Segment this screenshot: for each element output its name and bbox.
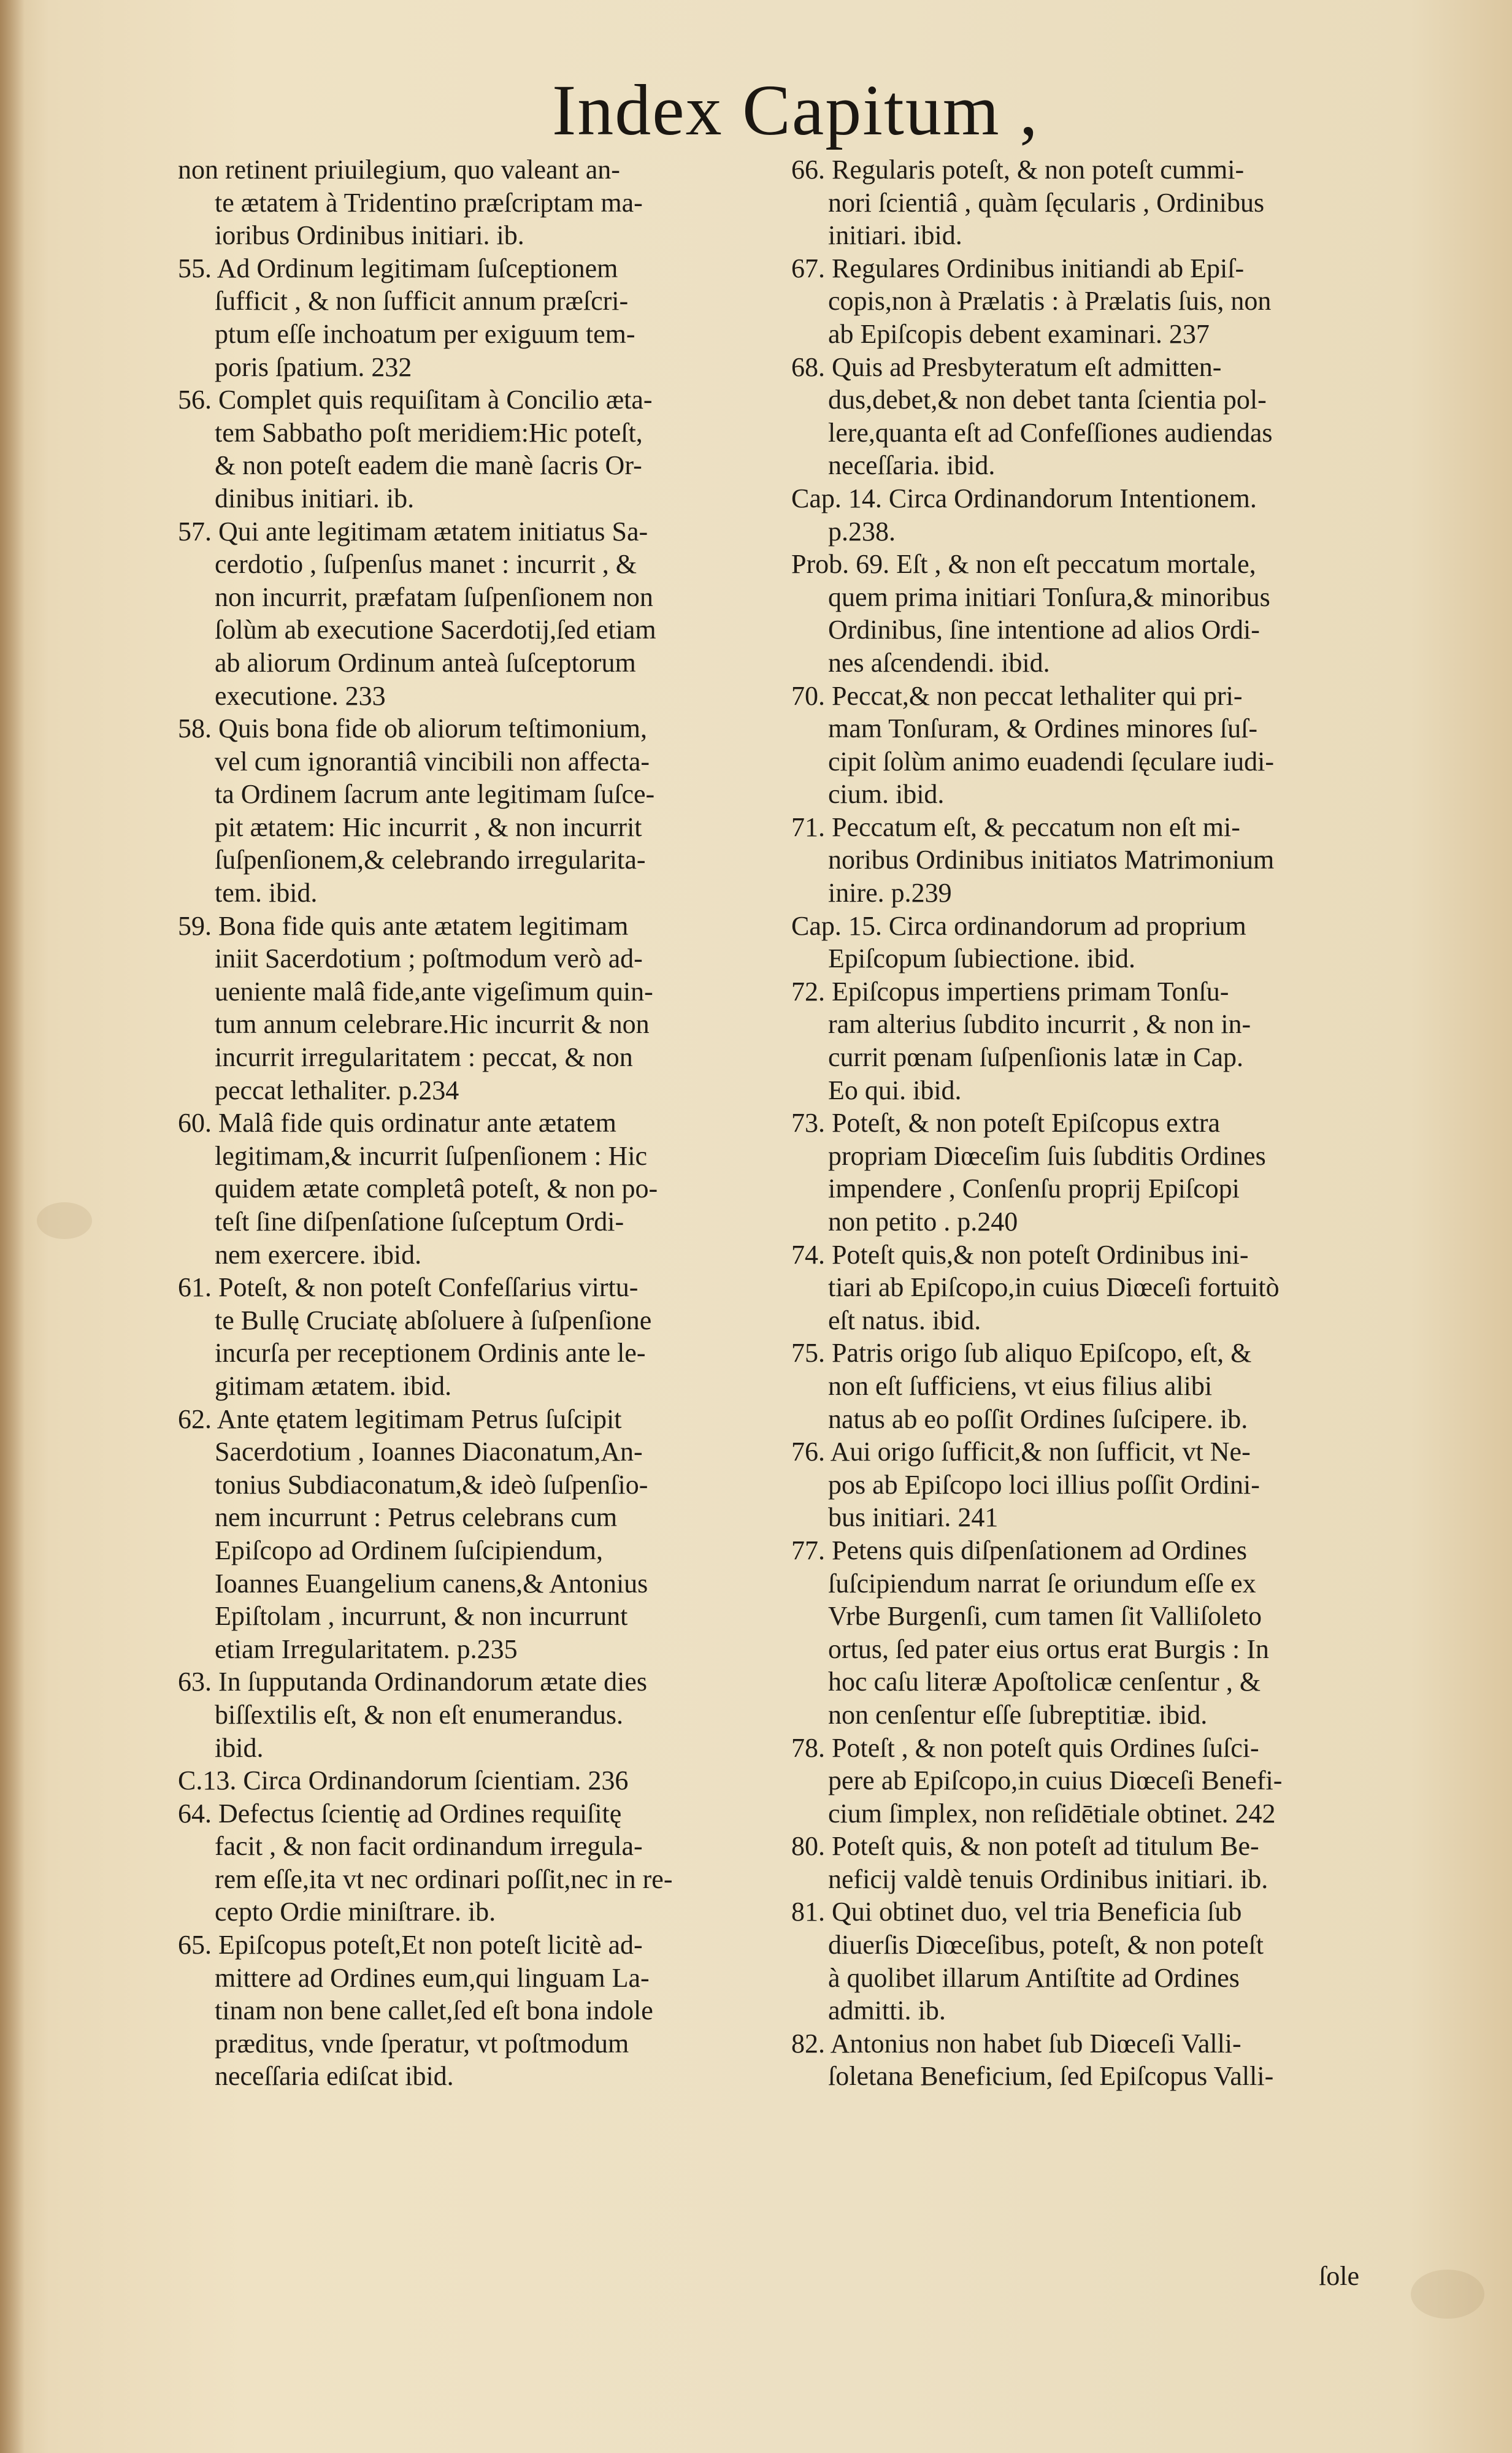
entry-line: inire. p.239 <box>828 878 952 908</box>
entry-line: ptum eſſe inchoatum per exiguum tem- <box>215 318 635 349</box>
entry-line: Cap. 15. Circa ordinandorum ad proprium <box>791 910 1246 941</box>
entry-line: à quolibet illarum Antiſtite ad Ordines <box>828 1962 1240 1993</box>
entry-line: 63. In ſupputanda Ordinandorum ætate dies <box>178 1667 647 1697</box>
entry-line: cepto Ordie miniſtrare. ib. <box>215 1897 496 1927</box>
entry-line: Sacerdotium , Ioannes Diaconatum,An- <box>215 1437 643 1467</box>
entry-line: teſt ſine diſpenſatione ſuſceptum Ordi- <box>215 1207 624 1237</box>
entry-line: cerdotio , ſuſpenſus manet : incurrit , & <box>215 549 637 580</box>
entry-line: 73. Poteſt, & non poteſt Epiſcopus extra <box>791 1108 1221 1138</box>
entry-line: initiari. ibid. <box>828 220 962 251</box>
index-entry <box>791 482 1349 548</box>
entry-line: dinibus initiari. ib. <box>215 483 415 513</box>
entry-line: 82. Antonius non habet ſub Diœceſi Valli- <box>791 2028 1241 2059</box>
entry-line: neceſſaria. ibid. <box>828 450 996 481</box>
index-entry <box>791 1337 1349 1435</box>
entry-line: ſoletana Beneficium, ſed Epiſcopus Valli- <box>828 2061 1274 2092</box>
entry-line: dus,debet,& non debet tanta ſcientia pol- <box>828 385 1267 415</box>
index-entry <box>791 811 1349 910</box>
page-edge-shadow <box>0 0 25 2453</box>
paper-stain <box>37 1202 92 1239</box>
entry-line: ta Ordinem ſacrum ante legitimam ſuſce- <box>215 779 655 810</box>
entry-line: 67. Regulares Ordinibus initiandi ab Epiſ- <box>791 253 1245 283</box>
entry-line: mittere ad Ordines eum,qui linguam La- <box>215 1962 650 1993</box>
entry-line: non petito . p.240 <box>828 1207 1018 1237</box>
entry-line: tum annum celebrare.Hic incurrit & non <box>215 1009 650 1040</box>
index-entry <box>791 2027 1349 2093</box>
entry-line: tinam non bene callet,ſed eſt bona indole <box>215 1995 653 2026</box>
right-column <box>791 153 1349 2093</box>
entry-line: 64. Defectus ſcientię ad Ordines requiſitę <box>178 1798 622 1829</box>
entry-line: ioribus Ordinibus initiari. ib. <box>215 220 524 251</box>
entry-line: non cenſentur eſſe ſubreptitiæ. ibid. <box>828 1699 1208 1730</box>
index-entry <box>791 548 1349 679</box>
index-entry <box>178 1403 748 1666</box>
entry-line: ab aliorum Ordinum anteà ſuſceptorum <box>215 647 636 678</box>
entry-line: 71. Peccatum eſt, & peccatum non eſt mi- <box>791 812 1240 842</box>
entry-line: Eo qui. ibid. <box>828 1075 962 1105</box>
entry-line: 62. Ante ętatem legitimam Petrus ſuſcipit <box>178 1403 622 1434</box>
entry-line: Epiſcopo ad Ordinem ſuſcipiendum, <box>215 1535 603 1565</box>
entry-line: 72. Epiſcopus impertiens primam Tonſu- <box>791 976 1229 1007</box>
entry-line: ueniente malâ fide,ante vigeſimum quin- <box>215 976 653 1007</box>
entry-line: tiari ab Epiſcopo,in cuius Diœceſi fortuitò <box>828 1272 1280 1303</box>
entry-line: vel cum ignorantiâ vincibili non affecta- <box>215 746 650 777</box>
entry-line: iniit Sacerdotium ; poſtmodum verò ad- <box>215 943 643 974</box>
entry-line: propriam Diœceſim ſuis ſubditis Ordines <box>828 1140 1266 1171</box>
entry-line: natus ab eo poſſit Ordines ſuſcipere. ib. <box>828 1403 1248 1434</box>
index-entry <box>791 1830 1349 1895</box>
entry-line: ab Epiſcopis debent examinari. 237 <box>828 318 1210 349</box>
index-entry <box>178 1764 748 1797</box>
entry-line: pos ab Epiſcopo loci illius poſſit Ordini- <box>828 1469 1260 1500</box>
entry-line: 78. Poteſt , & non poteſt quis Ordines ſuſci- <box>791 1732 1259 1763</box>
entry-line: tem. ibid. <box>215 878 318 908</box>
entry-line: cium ſimplex, non reſidētiale obtinet. 242 <box>828 1798 1276 1829</box>
entry-line: poris ſpatium. 232 <box>215 351 412 382</box>
entry-line: 66. Regularis poteſt, & non poteſt cummi- <box>791 155 1245 185</box>
entry-line: ſuſpenſionem,& celebrando irregularita- <box>215 845 646 875</box>
entry-line: præditus, vnde ſperatur, vt poſtmodum <box>215 2028 629 2059</box>
index-entry <box>791 910 1349 975</box>
entry-line: 68. Quis ad Presbyteratum eſt admitten- <box>791 351 1222 382</box>
entry-line: mam Tonſuram, & Ordines minores ſuſ- <box>828 713 1258 744</box>
index-entry <box>791 1895 1349 2027</box>
entry-line: neficij valdè tenuis Ordinibus initiari. ib. <box>828 1864 1268 1894</box>
index-entry <box>791 680 1349 811</box>
entry-line: eſt natus. ibid. <box>828 1305 981 1335</box>
entry-line: te Bullę Cruciatę abſoluere à ſuſpenſione <box>215 1305 652 1335</box>
entry-line: C.13. Circa Ordinandorum ſcientiam. 236 <box>178 1765 629 1796</box>
index-entry <box>178 1797 748 1929</box>
index-entry <box>178 1271 748 1402</box>
entry-line: 58. Quis bona fide ob aliorum teſtimonium, <box>178 713 648 744</box>
index-entry <box>178 252 748 383</box>
entry-line: ſuſcipiendum narrat ſe oriundum eſſe ex <box>828 1568 1256 1599</box>
entry-line: tonius Subdiaconatum,& ideò ſuſpenſio- <box>215 1469 648 1500</box>
entry-line: biſſextilis eſt, & non eſt enumerandus. <box>215 1699 623 1730</box>
index-entry <box>178 1929 748 2093</box>
index-entry <box>178 383 748 515</box>
entry-line: quidem ætate completâ poteſt, & non po- <box>215 1173 658 1204</box>
entry-line: etiam Irregularitatem. p.235 <box>215 1633 518 1664</box>
index-entry <box>791 1534 1349 1732</box>
entry-line: cipit ſolùm animo euadendi ſęculare iudi- <box>828 746 1274 777</box>
entry-line: copis,non à Prælatis : à Prælatis ſuis, non <box>828 286 1272 317</box>
index-entry <box>178 910 748 1107</box>
entry-line: incurſa per receptionem Ordinis ante le- <box>215 1338 646 1369</box>
entry-line: non eſt ſufficiens, vt eius filius alibi <box>828 1370 1213 1401</box>
entry-line: incurrit irregularitatem : peccat, & non <box>215 1042 633 1073</box>
entry-line: ortus, ſed pater eius ortus erat Burgis : In <box>828 1633 1269 1664</box>
entry-line: lere,quanta eſt ad Confeſſiones audiendas <box>828 417 1273 448</box>
index-entry <box>178 515 748 713</box>
index-entry <box>791 1238 1349 1337</box>
entry-line: gitimam ætatem. ibid. <box>215 1370 452 1401</box>
entry-line: 77. Petens quis diſpenſationem ad Ordines <box>791 1535 1247 1565</box>
entry-line: neceſſaria ediſcat ibid. <box>215 2061 454 2092</box>
entry-line: 59. Bona fide quis ante ætatem legitimam <box>178 910 629 941</box>
entry-line: executione. 233 <box>215 680 386 711</box>
index-entry <box>791 351 1349 482</box>
entry-line: peccat lethaliter. p.234 <box>215 1075 459 1105</box>
entry-line: pit ætatem: Hic incurrit , & non incurrit <box>215 812 642 842</box>
page-title: Index Capitum , <box>552 70 1039 150</box>
entry-line: nem exercere. ibid. <box>215 1239 422 1270</box>
entry-line: diuerſis Diœceſibus, poteſt, & non poteſt <box>828 1930 1264 1960</box>
entry-line: nes aſcendendi. ibid. <box>828 647 1050 678</box>
entry-line: noribus Ordinibus initiatos Matrimonium <box>828 845 1275 875</box>
entry-line: admitti. ib. <box>828 1995 946 2026</box>
entry-line: p.238. <box>828 516 896 547</box>
entry-line: 81. Qui obtinet duo, vel tria Beneficia ſub <box>791 1897 1242 1927</box>
entry-line: tem Sabbatho poſt meridiem:Hic poteſt, <box>215 417 643 448</box>
entry-line: 74. Poteſt quis,& non poteſt Ordinibus ini- <box>791 1239 1249 1270</box>
entry-line: 55. Ad Ordinum legitimam ſuſceptionem <box>178 253 618 283</box>
left-column <box>178 153 748 2093</box>
entry-line: Cap. 14. Circa Ordinandorum Intentionem. <box>791 483 1257 513</box>
index-entry <box>791 1107 1349 1238</box>
entry-line: 70. Peccat,& non peccat lethaliter qui pri- <box>791 680 1243 711</box>
entry-line: Ordinibus, ſine intentione ad alios Ordi- <box>828 615 1260 645</box>
entry-line: Ioannes Euangelium canens,& Antonius <box>215 1568 648 1599</box>
index-entry <box>791 975 1349 1107</box>
index-entry <box>178 153 748 252</box>
entry-line: 60. Malâ fide quis ordinatur ante ætatem <box>178 1108 616 1138</box>
entry-line: Vrbe Burgenſi, cum tamen ſit Valliſoleto <box>828 1601 1262 1632</box>
entry-line: 65. Epiſcopus poteſt,Et non poteſt licitè ad- <box>178 1930 643 1960</box>
entry-line: 56. Complet quis requiſitam à Concilio æta- <box>178 385 653 415</box>
catchword: ſole <box>1319 2261 1359 2291</box>
paper-stain <box>1411 2270 1484 2319</box>
index-entry <box>178 712 748 910</box>
entry-line: ibid. <box>215 1732 264 1763</box>
index-entry <box>791 1732 1349 1830</box>
entry-line: 80. Poteſt quis, & non poteſt ad titulum Be- <box>791 1831 1259 1862</box>
entry-line: ſufficit , & non ſufficit annum præſcri- <box>215 286 629 317</box>
entry-line: Epiſtolam , incurrunt, & non incurrunt <box>215 1601 628 1632</box>
entry-line: quem prima initiari Tonſura,& minoribus <box>828 582 1270 612</box>
index-entry <box>791 1435 1349 1534</box>
entry-line: Epiſcopum ſubiectione. ibid. <box>828 943 1136 974</box>
entry-line: 76. Aui origo ſufficit,& non ſufficit, vt Ne- <box>791 1437 1251 1467</box>
entry-line: nori ſcientiâ , quàm ſęcularis , Ordinibus <box>828 187 1265 218</box>
entry-line: 61. Poteſt, & non poteſt Confeſſarius virtu- <box>178 1272 639 1303</box>
entry-line: 57. Qui ante legitimam ætatem initiatus Sa- <box>178 516 648 547</box>
entry-line: pere ab Epiſcopo,in cuius Diœceſi Benefi- <box>828 1765 1283 1796</box>
entry-line: rem eſſe,ita vt nec ordinari poſſit,nec in re- <box>215 1864 673 1894</box>
entry-line: non incurrit, præfatam ſuſpenſionem non <box>215 582 653 612</box>
entry-line: & non poteſt eadem die manè ſacris Or- <box>215 450 642 481</box>
entry-line: legitimam,& incurrit ſuſpenſionem : Hic <box>215 1140 648 1171</box>
entry-line: impendere , Conſenſu proprij Epiſcopi <box>828 1173 1240 1204</box>
entry-line: te ætatem à Tridentino præſcriptam ma- <box>215 187 643 218</box>
entry-line: facit , & non facit ordinandum irregula- <box>215 1831 643 1862</box>
index-entry <box>178 1107 748 1271</box>
entry-line: bus initiari. 241 <box>828 1502 999 1533</box>
entry-line: non retinent priuilegium, quo valeant an- <box>178 155 620 185</box>
entry-line: cium. ibid. <box>828 779 945 810</box>
index-entry <box>791 153 1349 252</box>
entry-line: 75. Patris origo ſub aliquo Epiſcopo, eſt, & <box>791 1338 1252 1369</box>
entry-line: currit pœnam ſuſpenſionis latæ in Cap. <box>828 1042 1244 1073</box>
entry-line: Prob. 69. Eſt , & non eſt peccatum mortale, <box>791 549 1256 580</box>
entry-line: hoc caſu literæ Apoſtolicæ cenſentur , & <box>828 1667 1261 1697</box>
index-entry <box>791 252 1349 351</box>
entry-line: nem incurrunt : Petrus celebrans cum <box>215 1502 618 1533</box>
entry-line: ſolùm ab executione Sacerdotij,ſed etiam <box>215 615 656 645</box>
entry-line: ram alterius ſubdito incurrit , & non in- <box>828 1009 1251 1040</box>
index-entry <box>178 1665 748 1764</box>
